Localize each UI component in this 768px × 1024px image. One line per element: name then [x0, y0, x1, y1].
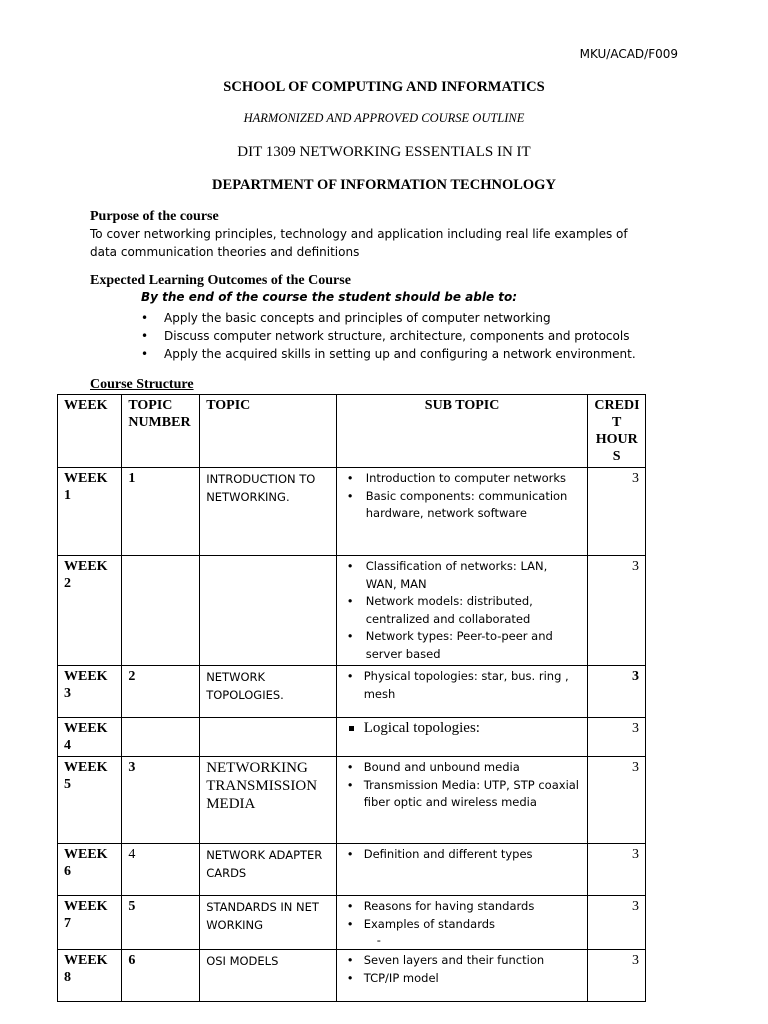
list-item: • Seven layers and their function [343, 952, 582, 970]
bullet-icon: • [346, 594, 354, 608]
list-item: • Transmission Media: UTP, STP coaxial fiber optic and wireless media [346, 777, 579, 809]
credit-cell: 3 [588, 666, 646, 718]
list-item: • Apply the acquired skills in setting up and configuring a network environment. [141, 347, 636, 361]
table-row [58, 468, 646, 556]
week-cell: WEEK 4 [58, 718, 122, 757]
bullet-icon: • [141, 347, 149, 361]
topic-cell: OSI MODELS [200, 950, 337, 1002]
week-cell: WEEK 2 [58, 556, 122, 666]
course-title: DIT 1309 NETWORKING ESSENTIALS IN IT [237, 144, 531, 160]
topic-cell: NETWORK ADAPTER CARDS [200, 844, 337, 896]
sub-topic-cell [336, 666, 588, 718]
topic-number-cell [122, 556, 200, 666]
list-item: • Definition and different types [343, 846, 582, 864]
topic-number-cell: 6 [122, 950, 200, 1002]
school-title: SCHOOL OF COMPUTING AND INFORMATICS [223, 79, 545, 95]
list-item: • Network models: distributed, centralized and collaborated [346, 594, 533, 626]
trailing-dash: - [376, 933, 381, 947]
document-subtitle: HARMONIZED AND APPROVED COURSE OUTLINE [243, 111, 525, 125]
topic-number-cell [122, 718, 200, 757]
sub-topic-cell [336, 757, 588, 844]
course-structure-heading: Course Structure [90, 377, 194, 392]
sub-topic-cell [336, 896, 588, 950]
topic-number-cell: 5 [122, 896, 200, 950]
credit-cell: 3 [588, 718, 646, 757]
list-item: • Introduction to computer networks [343, 470, 582, 488]
bullet-icon: • [346, 669, 354, 683]
list-item: • Apply the basic concepts and principles of computer networking [141, 311, 551, 325]
list-item: • Physical topologies: star, bus. ring , mesh [346, 669, 569, 701]
bullet-icon: • [141, 311, 149, 325]
bullet-icon: • [346, 847, 354, 861]
table-row [58, 666, 646, 718]
topic-number-cell: 1 [122, 468, 200, 556]
bullet-icon: • [346, 916, 354, 931]
bullet-icon: • [346, 970, 354, 985]
week-cell: WEEK 8 [58, 950, 122, 1002]
topic-cell [200, 718, 337, 757]
credit-cell: 3 [588, 468, 646, 556]
bullet-icon: • [141, 329, 149, 343]
header-sub-topic: SUB TOPIC [336, 395, 588, 468]
topic-cell: STANDARDS IN NET WORKING [200, 896, 337, 950]
topic-cell [200, 556, 337, 666]
header-topic: TOPIC [200, 395, 337, 468]
outcomes-list [141, 309, 636, 363]
topic-cell: NETWORK TOPOLOGIES. [200, 666, 337, 718]
list-item: • Reasons for having standards [343, 898, 582, 916]
table-row [58, 757, 646, 844]
topic-number-cell: 4 [122, 844, 200, 896]
table-header-row [58, 395, 646, 468]
bullet-icon: • [346, 777, 354, 792]
week-cell: WEEK 5 [58, 757, 122, 844]
week-cell: WEEK 6 [58, 844, 122, 896]
header-topic-number: TOPIC NUMBER [122, 395, 200, 468]
bullet-icon: • [346, 629, 354, 643]
sub-topic-cell [336, 950, 588, 1002]
credit-cell: 3 [588, 950, 646, 1002]
bullet-icon: • [346, 559, 354, 573]
bullet-icon: • [346, 953, 354, 967]
table-row [58, 718, 646, 757]
sub-topic-cell [336, 556, 588, 666]
table-row [58, 556, 646, 666]
list-item: Logical topologies: [343, 720, 582, 738]
list-item: • Discuss computer network structure, architecture, components and protocols [141, 329, 630, 343]
list-item: • Examples of standards [343, 916, 582, 934]
bullet-icon: • [346, 760, 354, 774]
header-credit-hours: CREDI T HOUR S [588, 395, 646, 468]
list-item: • TCP/IP model [343, 970, 582, 988]
topic-cell: INTRODUCTION TO NETWORKING. [200, 468, 337, 556]
course-structure-table [57, 394, 646, 1002]
document-reference: MKU/ACAD/F009 [579, 47, 678, 61]
outcomes-heading: Expected Learning Outcomes of the Course [90, 273, 351, 288]
bullet-icon: • [346, 899, 354, 913]
topic-cell: NETWORKING TRANSMISSION MEDIA [200, 757, 337, 844]
square-bullet-icon [349, 726, 354, 731]
list-item: • Basic components: communication hardware, network software [346, 488, 568, 520]
table-row [58, 950, 646, 1002]
week-cell: WEEK 7 [58, 896, 122, 950]
list-item: • Classification of networks: LAN, WAN, MAN [346, 559, 548, 591]
credit-cell: 3 [588, 844, 646, 896]
sub-topic-cell [336, 718, 588, 757]
department-title: DEPARTMENT OF INFORMATION TECHNOLOGY [212, 177, 556, 193]
credit-cell: 3 [588, 556, 646, 666]
purpose-text: To cover networking principles, technology and application including real life examples of data communication theories and definitions [90, 227, 628, 259]
purpose-heading: Purpose of the course [90, 209, 219, 224]
table-row [58, 844, 646, 896]
bullet-icon: • [346, 471, 354, 485]
list-item: • Network types: Peer-to-peer and server based [346, 629, 553, 661]
credit-cell: 3 [588, 896, 646, 950]
table-row [58, 896, 646, 950]
week-cell: WEEK 3 [58, 666, 122, 718]
credit-cell: 3 [588, 757, 646, 844]
header-week: WEEK [58, 395, 122, 468]
week-cell: WEEK 1 [58, 468, 122, 556]
sub-topic-cell [336, 844, 588, 896]
sub-topic-cell [336, 468, 588, 556]
bullet-icon: • [346, 488, 354, 503]
topic-number-cell: 3 [122, 757, 200, 844]
topic-number-cell: 2 [122, 666, 200, 718]
outcomes-lead: By the end of the course the student should be able to: [141, 290, 518, 304]
list-item: • Bound and unbound media [343, 759, 582, 777]
